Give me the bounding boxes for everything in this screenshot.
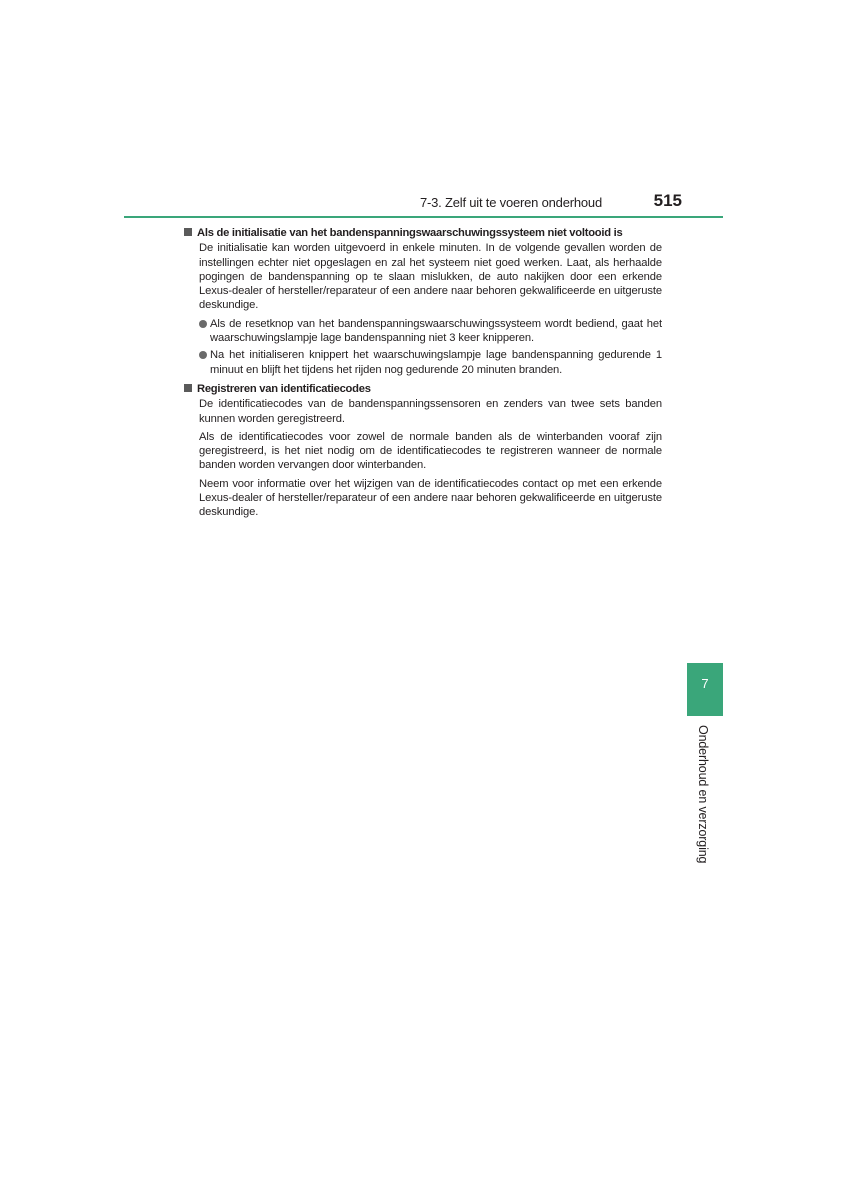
paragraph: Als de identificatiecodes voor zowel de normale banden als de winterbanden vooraf zijn geregistreerd, is het niet nodig om de identificatiecodes te registreren wanneer de normale banden worden vervangen door winterbanden. [199,430,662,472]
heading-text: Registreren van identificatiecodes [197,382,371,395]
round-bullet-icon [199,351,207,359]
paragraph: Neem voor informatie over het wijzigen van de identificatiecodes contact op met een erkende Lexus-dealer of hersteller/reparateur of een andere naar behoren gekwalificeerde en uitgeruste deskundige. [199,477,662,519]
chapter-title: Onderhoud en verzorging [696,725,710,864]
heading-text: Als de initialisatie van het bandenspanningswaarschuwingssysteem niet voltooid is [197,227,623,239]
square-bullet-icon [184,384,192,392]
chapter-tab [687,663,723,716]
list-item [199,348,662,377]
page-content [184,226,662,525]
header-divider [124,216,723,218]
section-registration [184,382,662,520]
round-bullet-icon [199,320,207,328]
paragraph: De identificatiecodes van de bandenspanningssensoren en zenders van twee sets banden kunnen worden geregistreerd. [199,398,662,425]
square-bullet-icon [184,228,192,236]
list-item [199,317,662,346]
section-heading [184,382,662,396]
paragraph: De initialisatie kan worden uitgevoerd in enkele minuten. In de volgende gevallen worden de instellingen echter niet opgeslagen en zal het systeem niet goed werken. Laat, als herhaalde pogingen de bandenspanning op te slaan mislukken, de auto nakijken door een erkende Lexus-dealer of hersteller/reparateur of een andere naar behoren gekwalificeerde en uitgeruste deskundige. [199,242,662,312]
section-initialization [184,226,662,377]
section-heading [184,226,662,240]
list-item-text: Als de resetknop van het bandenspanningswaarschuwingssysteem wordt bediend, gaat het waarschuwingslampje lage bandenspanning niet 3 keer knipperen. [210,317,662,345]
chapter-number: 7 [701,676,709,691]
section-title: 7-3. Zelf uit te voeren onderhoud [419,195,602,210]
list-item-text: Na het initialiseren knippert het waarschuwingslampje lage bandenspanning gedurende 1 minuut en blijft het tijdens het rijden nog gedurende 20 minuten branden. [210,349,662,376]
page-number: 515 [653,191,682,210]
